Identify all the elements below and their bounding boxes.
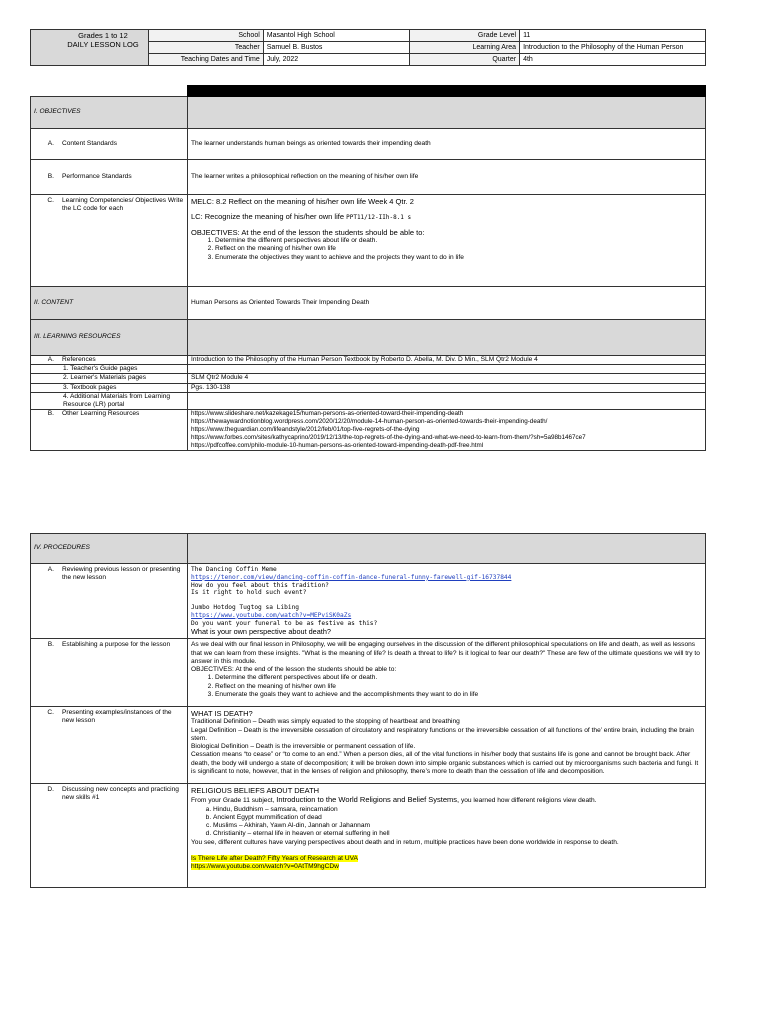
- dates-label: Teaching Dates and Time: [148, 54, 263, 66]
- question-text: Do you want your funeral to be as festive as this?: [191, 619, 378, 627]
- other-resources-value: [188, 410, 706, 450]
- teachers-guide-label: 1. Teacher's Guide pages: [31, 365, 188, 374]
- coffin-meme-link[interactable]: https://tenor.com/view/dancing-coffin-coffin-dance-funeral-funny-farewell-gif-16737844: [191, 573, 512, 581]
- list-item: 1. Determine the different perspectives about life or death.: [215, 237, 702, 245]
- teachers-guide-value: [188, 365, 706, 374]
- objectives-list: [191, 237, 702, 262]
- school-value: Masantol High School: [263, 30, 410, 42]
- other-resources-key: B.: [47, 410, 54, 418]
- religions-list: [191, 806, 702, 839]
- purpose-objectives-list: [191, 674, 702, 699]
- intro-subject: Introduction to the World Religions and Belief Systems,: [276, 795, 460, 805]
- resource-link[interactable]: https://www.forbes.com/sites/kathycaprino/2019/12/13/the-top-regrets-of-the-dying-and-what-we-need-to-learn-from-them/?sh=5a98b1467ce7: [191, 433, 586, 441]
- performance-standards-key: B.: [47, 172, 54, 180]
- lc-text: LC: Recognize the meaning of his/her own life: [191, 212, 345, 222]
- competencies-text: Learning Competencies/ Objectives Write the LC code for each: [62, 197, 184, 213]
- purpose-text: Establishing a purpose for the lesson: [62, 641, 171, 649]
- cultures-paragraph: You see, different cultures have varying perspectives about death and in return, multiple practices have been done worldwide in response to death.: [191, 838, 619, 846]
- religious-intro: [191, 795, 702, 805]
- list-item: 3. Enumerate the objectives they want to achieve and the projects they want to do in life: [215, 254, 702, 262]
- school-label: School: [148, 30, 263, 42]
- log-title: DAILY LESSON LOG: [67, 40, 139, 49]
- religious-heading: RELIGIOUS BELIEFS ABOUT DEATH: [191, 786, 320, 796]
- purpose-paragraph: As we deal with our final lesson in Philosophy, we will be engaging ourselves in the discussion of the different philosophical speculations on life and death, as well as lessons that we can learn from these insights. "What is the meaning of life? Is death a threat to life? Is it logical to fear our death?" These are few of the ultimate questions we will try to answer in this module.: [191, 641, 700, 665]
- competencies-value: [188, 195, 706, 287]
- youtube-link[interactable]: https://www.youtube.com/watch?v=MEPviSK0aZs: [191, 611, 352, 619]
- header-table: [30, 29, 706, 66]
- content-standards-label: [31, 129, 188, 160]
- procedures-table: [30, 533, 706, 888]
- purpose-objectives-intro: OBJECTIVES: At the end of the lesson the students should be able to:: [191, 666, 397, 674]
- reviewing-key: A.: [47, 566, 54, 573]
- question-text: What is your own perspective about death?: [191, 627, 331, 637]
- objectives-heading-fill: [188, 97, 706, 129]
- reviewing-label: [31, 564, 188, 639]
- learners-materials-label: 2. Learner's Materials pages: [31, 374, 188, 383]
- quarter-value: 4th: [520, 54, 706, 66]
- discussing-value: [188, 784, 706, 888]
- resource-link[interactable]: https://thewaywardnotionblog.wordpress.com/2020/12/20/module-14-human-person-as-oriented-towards-their-impending-death/: [191, 418, 548, 426]
- learners-materials-value: SLM Qtr2 Module 4: [188, 374, 706, 383]
- legal-definition: Legal Definition – Death is the irreversible cessation of circulatory and respiratory functions or the irreversible cessation of all functions of the’ entire brain, including the brain stem.: [191, 726, 694, 742]
- learning-area-label: Learning Area: [410, 42, 520, 54]
- teacher-value: Samuel B. Bustos: [263, 42, 410, 54]
- examples-label: [31, 707, 188, 784]
- grade-level-value: 11: [520, 30, 706, 42]
- dates-value: July, 2022: [263, 54, 410, 66]
- black-header-bar: [188, 86, 706, 97]
- list-item: 2. Reflect on the meaning of his/her own life: [215, 245, 702, 253]
- list-item: a. Hindu, Buddhism – samsara, reincarnation: [213, 806, 702, 814]
- discussing-text: Discussing new concepts and practicing new skills #1: [62, 786, 179, 802]
- discussing-label: [31, 784, 188, 888]
- references-text: References: [62, 356, 96, 363]
- purpose-key: B.: [47, 641, 54, 649]
- textbook-pages-value: Pgs. 130-138: [188, 383, 706, 392]
- references-label: [31, 356, 188, 365]
- competencies-key: C.: [47, 197, 54, 204]
- resources-heading: III. LEARNING RESOURCES: [31, 320, 188, 356]
- resource-link[interactable]: https://pdfcoffee.com/philo-module-10-human-persons-as-oriented-toward-impending-death-pdf-free.html: [191, 441, 484, 449]
- quarter-label: Quarter: [410, 54, 520, 66]
- grades-label: Grades 1 to 12: [78, 31, 128, 40]
- cessation-paragraph: Cessation means “to cease” or “to come to an end.” When a person dies, all of the vital functions in his/her body that sustains life is gone and cannot be brought back. After death, the body will undergo a state of decomposition; it will be broken down into simple organic substances which is carried out by microorganisms such bacteria and fungi. It is significant to note, however, that in the lenses of religion and philosophy, there’s more to death than the cessation of life and decomposition.: [191, 751, 699, 775]
- question-text: Is it right to hold such event?: [191, 589, 307, 597]
- biological-definition: Biological Definition – Death is the irreversible or permanent cessation of life.: [191, 743, 416, 751]
- performance-standards-value: The learner writes a philosophical reflection on the meaning of his/her own life: [188, 160, 706, 195]
- teacher-label: Teacher: [148, 42, 263, 54]
- objectives-heading: I. OBJECTIVES: [31, 97, 188, 129]
- additional-materials-label: 4. Additional Materials from Learning Resource (LR) portal: [31, 392, 188, 409]
- content-heading: II. CONTENT: [31, 287, 188, 320]
- content-value: Human Persons as Oriented Towards Their Impending Death: [188, 287, 706, 320]
- traditional-definition: Traditional Definition – Death was simply equated to the stopping of heartbeat and breathing: [191, 718, 460, 726]
- grade-level-label: Grade Level: [410, 30, 520, 42]
- resource-link[interactable]: https://www.slideshare.net/kazekage15/human-persons-as-oriented-toward-their-impending-death: [191, 410, 464, 418]
- question-text: How do you feel about this tradition?: [191, 581, 329, 589]
- intro-text: you learned how different religions view death.: [459, 797, 597, 805]
- textbook-pages-label: 3. Textbook pages: [31, 383, 188, 392]
- list-item: 3. Enumerate the goals they want to achieve and the accomplishments they want to do in life: [215, 691, 702, 699]
- grades-cell: [31, 30, 149, 66]
- objectives-table: [30, 85, 706, 451]
- examples-key: C.: [47, 709, 54, 716]
- content-standards-key: A.: [47, 139, 54, 147]
- learning-area-value: Introduction to the Philosophy of the Human Person: [520, 42, 706, 54]
- examples-value: [188, 707, 706, 784]
- melc-text: MELC: 8.2 Reflect on the meaning of his/her own life Week 4 Qtr. 2: [191, 197, 414, 206]
- reviewing-text: Reviewing previous lesson or presenting the new lesson: [62, 566, 181, 582]
- list-item: 1. Determine the different perspectives about life or death.: [215, 674, 702, 682]
- content-standards-value: The learner understands human beings as oriented towards their impending death: [188, 129, 706, 160]
- uva-youtube-link[interactable]: https://www.youtube.com/watch?v=0AtTM9hgCDw: [191, 863, 339, 871]
- blank-cell: [31, 86, 188, 97]
- purpose-value: [188, 639, 706, 707]
- objectives-intro: OBJECTIVES: At the end of the lesson the students should be able to:: [191, 227, 425, 237]
- examples-text: Presenting examples/instances of the new lesson: [62, 709, 172, 725]
- resource-link[interactable]: https://www.theguardian.com/lifeandstyle/2012/feb/01/top-five-regrets-of-the-dying: [191, 426, 420, 434]
- reviewing-value: [188, 564, 706, 639]
- death-heading: WHAT IS DEATH?: [191, 709, 253, 718]
- procedures-heading: IV. PROCEDURES: [31, 534, 188, 564]
- resources-heading-fill: [188, 320, 706, 356]
- lc-code: PPT11/12-IIh-8.1 s: [346, 214, 412, 222]
- performance-standards-label: [31, 160, 188, 195]
- jumbo-title: Jumbo Hotdog Tugtog sa Libing: [191, 604, 300, 611]
- intro-text: From your Grade 11 subject,: [191, 797, 277, 805]
- content-standards-text: Content Standards: [62, 139, 117, 147]
- list-item: 2. Reflect on the meaning of his/her own life: [215, 683, 702, 691]
- performance-standards-text: Performance Standards: [62, 172, 132, 180]
- procedures-heading-fill: [188, 534, 706, 564]
- discussing-key: D.: [47, 786, 54, 794]
- references-key: A.: [47, 356, 54, 363]
- header: [30, 29, 706, 69]
- other-resources-label: [31, 410, 188, 450]
- additional-materials-value: [188, 392, 706, 409]
- list-item: b. Ancient Egypt mummification of dead: [213, 814, 702, 822]
- list-item: c. Muslims – Akhirah, Yawn Al-din, Jannah or Jahannam: [213, 822, 702, 830]
- competencies-label: [31, 195, 188, 287]
- references-value: Introduction to the Philosophy of the Human Person Textbook by Roberto D. Abella, M. Div. D Min., SLM Qtr2 Module 4: [188, 356, 706, 365]
- uva-research-title: Is There Life after Death? Fifty Years of Research at UVA: [191, 854, 358, 862]
- lc-line: [191, 212, 702, 222]
- other-resources-text: Other Learning Resources: [62, 410, 140, 418]
- purpose-label: [31, 639, 188, 707]
- meme-title: The Dancing Coffin Meme: [191, 566, 277, 573]
- list-item: d. Christianity – eternal life in heaven or eternal suffering in hell: [213, 830, 702, 838]
